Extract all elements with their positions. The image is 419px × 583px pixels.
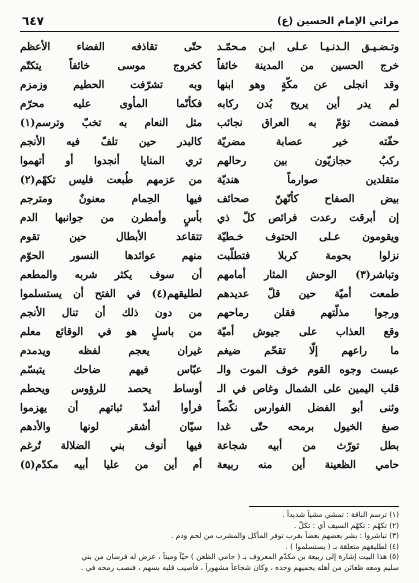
verse-second-hemistich: فرأوا أشدّ ثباتهم أن يهزموا (20, 402, 202, 414)
verse-second-hemistich: من باسلٍ هو في الوقائع معلم (20, 326, 202, 338)
verse-first-hemistich: طمعت أميّة حين قلّ عديدهم (217, 288, 399, 300)
verse-second-hemistich: كخروج موسى خائفاً يتكتّم (20, 60, 202, 72)
verse-second-hemistich: وبه تشرّفت الحطيم وزمزم (20, 79, 202, 91)
footnote: (٣) تباشروا : بشر بعضهم بعضاً بقرب توفر المأكل والمشرب من لحم ودم . (171, 531, 399, 541)
verse-second-hemistich: تتقاعد الأبطال حين تقوم (20, 231, 202, 243)
footnote: (٥) هذا البيت إشارة إلى ربيعة بن مكدّم المعروف بـ ( حامي الظعن ) حيّاً وميتاً ، عرض له فرسان من بني (81, 552, 399, 562)
verse-second-hemistich: عبّاس فيهم ضاحك يتبسّم (20, 364, 202, 376)
verse-first-hemistich: وقع العذاب على جيوش أميّة (217, 326, 399, 338)
verse-first-hemistich: بطل تورّث من أبيه شجاعة (217, 440, 399, 452)
verse-second-hemistich: سيّان أشقر لونها والأدهم (20, 421, 202, 433)
verse-first-hemistich: ورجوا مذلّتهم فقلن رماحهم (217, 307, 399, 319)
verse-first-hemistich: ويقومون عـلى الحتوف خـطيّة (217, 231, 399, 243)
verse-second-hemistich: كالبدر حين تلفّ فيه الأنجم (20, 136, 202, 148)
verse-second-hemistich: فيها الحِمام معنونٌ ومترجم (20, 193, 202, 205)
header-rule (20, 31, 399, 32)
verse-second-hemistich: من عزمهم طُبعت فليس تكهّم(٢) (20, 174, 202, 186)
poem-left-column (20, 38, 202, 494)
verse-second-hemistich: بأسٍ وأمطرن من جوانبها الدم (20, 212, 202, 224)
verse-first-hemistich: وثنى أبو الفضل الفوارس نكّصاً (217, 402, 399, 414)
footnote: سليم ومعه ظعائن من أهله يحميهم وحده ، وكان شجاعاً مشهوراً ، فأصيب قلبه بسهم ، فنصب رمحه في . (81, 562, 399, 572)
verse-second-hemistich: تري المنايا أنجدوا أو أتهموا (20, 155, 202, 167)
footnote: (٤) لطليقهم متعلقة بـ ( يستسلموا ) . (285, 541, 399, 551)
page-number: ٦٤٧ (22, 14, 44, 28)
verse-first-hemistich: حفّته خير عصابة مضريّة (217, 136, 399, 148)
verse-first-hemistich: عبست وجوه القوم خوف الموت والـ (217, 364, 399, 376)
verse-second-hemistich: فيها أنوف بني الضلالة تُرغم (20, 440, 202, 452)
verse-first-hemistich: صبغ الخيول برمحه حتّى غدا (217, 421, 399, 433)
footnote: (٢) تكهّم : تكهّم السيف أي : تكلّ . (293, 520, 399, 530)
verse-second-hemistich: لطليقهم(٤) في الفتح أن يستسلموا (20, 288, 202, 300)
running-title: مراثي الإمام الحسين (ع) (277, 15, 399, 27)
footnote: (١) ترسم الناقة : تمشي مشياً شديداً . (282, 510, 399, 519)
verse-first-hemistich: نزلوا بحومة كربلا فتطلّبت (217, 250, 399, 262)
page-header (22, 12, 399, 30)
verse-first-hemistich: فمضت تؤمّ به العراق نجائب (217, 117, 399, 129)
verse-first-hemistich: لم يدر أين يريح بُدن ركابه (217, 98, 399, 110)
verse-second-hemistich: من دون ذلك أن تنال الأنجم (20, 307, 202, 319)
verse-first-hemistich: وقد انجلى عن مكّةٍ وهو ابنها (217, 79, 399, 91)
verse-first-hemistich: إن أبرقت رعدت فرائص كلّ ذي (217, 212, 399, 224)
poem-body (20, 38, 399, 494)
verse-second-hemistich: أم أين من عليا أبيه مكدّم(٥) (20, 459, 202, 471)
verse-second-hemistich: أن سوف يكثر شربه والمطعم (20, 269, 202, 281)
verse-second-hemistich: منهم عوائدها النسور الحوّم (20, 250, 202, 262)
verse-first-hemistich: وتـضـيـق الـدنـيـا عـلى ابـن مـحمّـد (217, 41, 399, 53)
verse-first-hemistich: بيض الصفاح كأنّهنّ صحائف (217, 193, 399, 205)
verse-first-hemistich: متقلدين صوارماً هنديّة (217, 174, 399, 186)
verse-second-hemistich: فكأنّما المأوى عليه محرّم (20, 98, 202, 110)
poem-right-column (217, 38, 399, 494)
verse-first-hemistich: قلب اليمين على الشمال وغاص في الـ (217, 383, 399, 395)
verse-second-hemistich: غيران يعجم لفظه ويدمدم (20, 345, 202, 357)
verse-first-hemistich: حامي الظعينة أين منه ربيعة (217, 459, 399, 471)
verse-first-hemistich: وتباشر(٣) الوحش المثار أمامهم (217, 269, 399, 281)
verse-first-hemistich: ما راعهم إلّا تقحّم ضيغم (217, 345, 399, 357)
verse-second-hemistich: حتّى تقاذفه الفضاء الأعظم (20, 41, 202, 53)
verse-first-hemistich: ركبٌ حجازيّون بين رحالهم (217, 155, 399, 167)
verse-second-hemistich: مثل النعام به تخبّ وترسم(١) (20, 117, 202, 129)
verse-second-hemistich: أوساط يحصد للرؤوس ويحطم (20, 383, 202, 395)
verse-first-hemistich: خرج الحسين من المدينة خائفاً (217, 60, 399, 72)
footnote-rule (249, 506, 399, 507)
footnotes (20, 510, 399, 574)
